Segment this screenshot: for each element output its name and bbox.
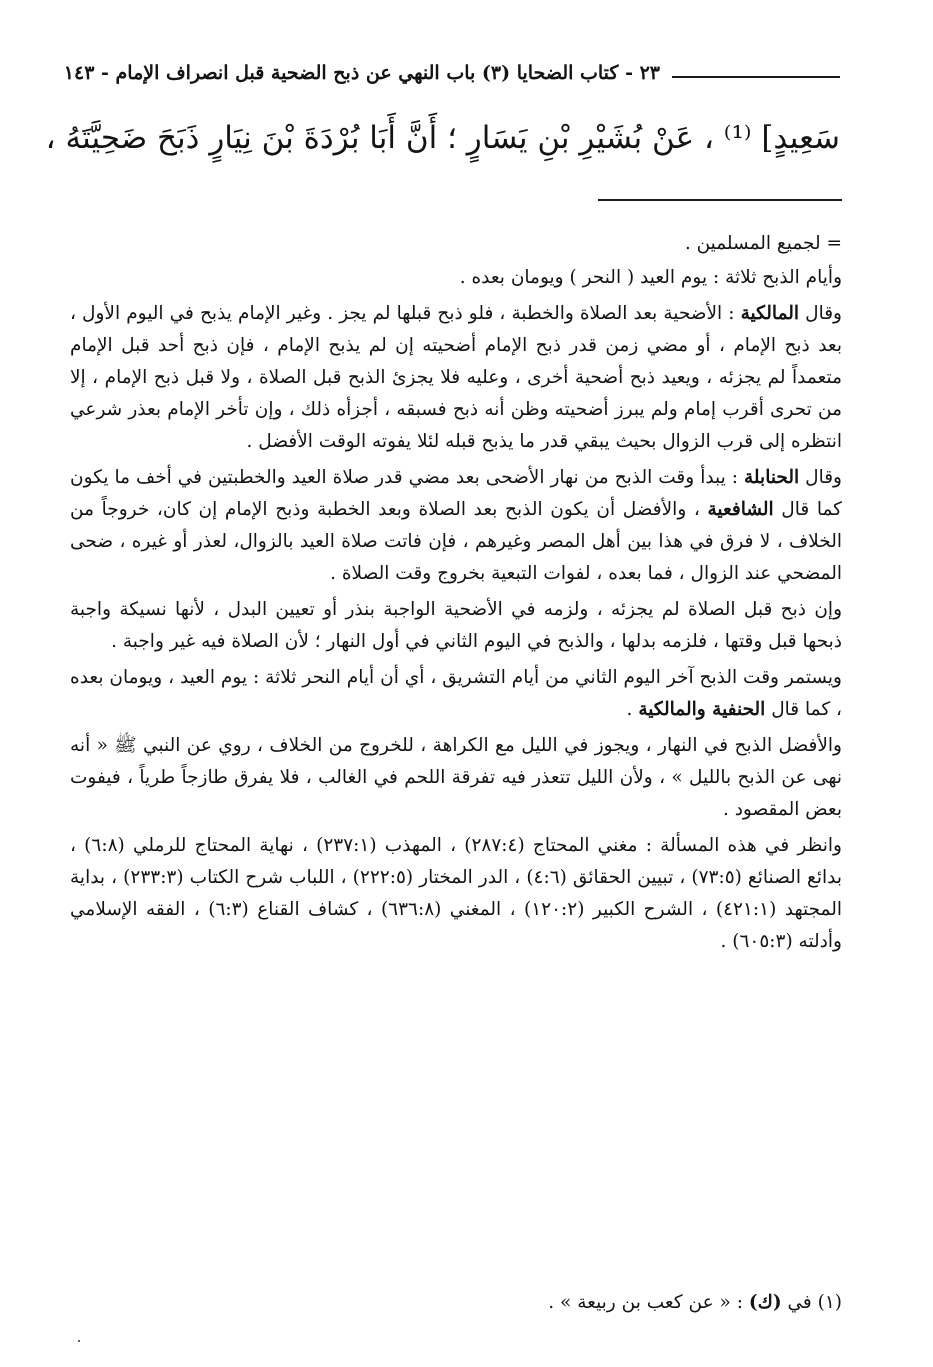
commentary-block xyxy=(70,228,842,962)
commentary-references: وانظر في هذه المسألة : مغني المحتاج (٢٨٧:٤) ، المهذب (٢٣٧:١) ، نهاية المحتاج للرملي (٦:٨) ، بدائع الصنائع (٧٣:٥) ، تبيين الحقائق (٤:٦) ، الدر المختار (٢٢٢:٥) ، اللباب شرح الكتاب (٢٣٣:٣) ، بداية المجتهد (٤٢١:١) ، الشرح الكبير (١٢٠:٢) ، المغني (٦٣٦:٨) ، كشاف القناع (٦:٣) ، الفقه الإسلامي وأدلته (٦٠٥:٣) . xyxy=(70,835,843,952)
paragraph-body: ويستمر وقت الذبح آخر اليوم الثاني من أيام التشريق ، أي أن أيام النحر ثلاثة : يوم العيد ، ويومان بعده ، كما قال xyxy=(70,667,842,720)
paragraph-lead: وقال xyxy=(799,303,842,324)
paragraph-end: . xyxy=(626,699,639,720)
footnote xyxy=(70,1292,842,1313)
school-name-shafii: الشافعية xyxy=(707,499,774,520)
paragraph-body: : الأضحية بعد الصلاة والخطبة ، فلو ذبح قبلها لم يجز . وغير الإمام يذبح في اليوم الأول ، بعد ذبح الإمام ، أو مضي زمن قدر ذبح الإمام أضحيته إن لم يذبح الإمام ، فإن ذبح أحد قبل الإمام متعمداً لم يجزئه ، ويعيد ذبح أضحية أخرى ، وعليه فلا يجزئ الذبح قبل الصلاة ، ولا قبل ذبح الإمام ، إلا من تحرى أقرب إمام ولم يبرز أضحيته وظن أنه ذبح فسبقه ، أجزأه ذلك ، وإن تأخر الإمام بعذر شرعي انتظره إلى قرب الزوال بحيث يبقي قدر ما يذبح قبله لئلا يفوته الوقت الأفضل . xyxy=(70,303,842,452)
commentary-paragraph: = لجميع المسلمين . xyxy=(684,233,842,254)
footnote-divider xyxy=(598,199,842,201)
paragraph-body: : يبدأ وقت الذبح من نهار الأضحى بعد مضي قدر صلاة العيد والخطبتين في أخف ما يكون كما قال xyxy=(70,467,842,520)
commentary-paragraph: وإن ذبح قبل الصلاة لم يجزئه ، ولزمه في الأضحية الواجبة بنذر أو تعيين البدل ، لأنها نسيكة واجبة ذبحها قبل وقتها ، فلزمه بدلها ، والذبح في اليوم الثاني في أول النهار ؛ لأن الصلاة فيه غير واجبة . xyxy=(70,599,842,652)
footnote-text: : « عن كعب بن ربيعة » . xyxy=(548,1292,749,1313)
scan-speck xyxy=(78,1340,80,1342)
commentary-paragraph-maliki xyxy=(70,298,842,458)
paragraph-body: ، والأفضل أن يكون الذبح بعد الصلاة وبعد الخطبة وذبح الإمام إن كان، خروجاً من الخلاف ، لا فرق في هذا بين أهل المصر وغيرهم ، فإن فاتت صلاة العيد بالزوال، لعذر أو غيره ، ضحى المضحي عند الزوال ، فما بعده ، لفوات التبعية بخروج وقت الصلاة . xyxy=(70,499,842,584)
commentary-paragraph-hanbali xyxy=(70,462,842,590)
hadith-text-line: سَعِيدٍ] ⁽¹⁾ ، عَنْ بُشَيْرِ بْنِ يَسَارٍ ؛ أَنَّ أَبَا بُرْدَةَ بْنَ نِيَارٍ ذَبَحَ ضَحِيَّتَهُ ، xyxy=(45,120,840,156)
footnote-marker: (١) في xyxy=(781,1292,842,1313)
school-name-maliki: المالكية xyxy=(740,303,800,324)
paragraph-lead: وقال xyxy=(799,467,842,488)
school-name-hanafi-maliki: الحنفية والمالكية xyxy=(638,699,766,720)
running-header: ٢٣ - كتاب الضحايا (٣) باب النهي عن ذبح الضحية قبل انصراف الإمام - ١٤٣ xyxy=(63,62,660,84)
school-name-hanbali: الحنابلة xyxy=(744,467,800,488)
commentary-paragraph: وأيام الذبح ثلاثة : يوم العيد ( النحر ) ويومان بعده . xyxy=(459,267,842,288)
footnote-manuscript: (ك) xyxy=(748,1292,782,1313)
commentary-paragraph: والأفضل الذبح في النهار ، ويجوز في الليل مع الكراهة ، للخروج من الخلاف ، روي عن النبي ﷺ « أنه نهى عن الذبح بالليل » ، ولأن الليل تتعذر فيه تفرقة اللحم في الغالب ، فلا يفرق طازجاً طرياً ، فيفوت بعض المقصود . xyxy=(70,735,842,820)
commentary-paragraph-hanafi xyxy=(70,662,842,726)
header-rule xyxy=(672,76,840,78)
